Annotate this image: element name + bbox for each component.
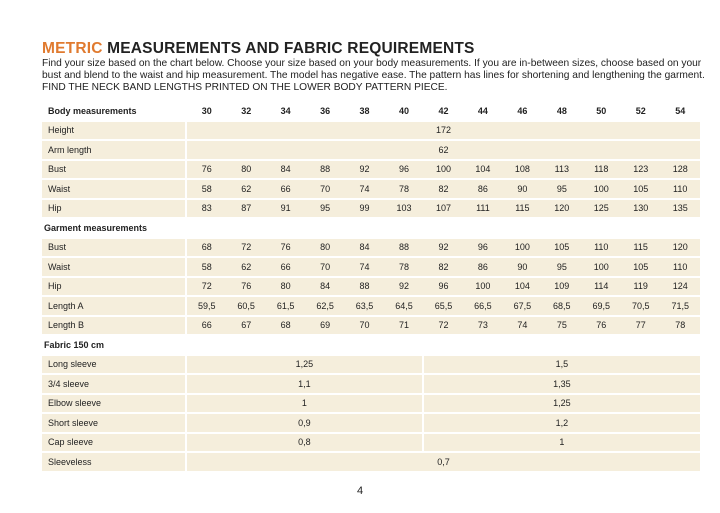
value-cell: 70,5: [621, 297, 660, 315]
value-cell: 0,7: [187, 453, 700, 471]
value-cell: 66,5: [463, 297, 502, 315]
row-label: Hip: [42, 200, 187, 218]
value-cell: 84: [345, 239, 384, 257]
value-cell: 125: [582, 200, 621, 218]
value-cell: 0,9: [187, 414, 424, 432]
value-cell: 80: [266, 278, 305, 296]
value-cell: 105: [621, 258, 660, 276]
row-label: Bust: [42, 239, 187, 257]
fabric-requirement-row: [42, 414, 700, 432]
value-cell: 115: [503, 200, 542, 218]
size-header: 40: [384, 102, 423, 120]
fabric-requirement-row: [42, 356, 700, 374]
size-header: 52: [621, 102, 660, 120]
intro-paragraph: Find your size based on the chart below. Choose your size based on your body measurements. If you are in-between sizes, choose based on your bust and blend to the waist and hip measurement. The model has negative ease. The pattern has lines for shortening and lengthening the garment. FIND THE NECK BAND LENGTHS PRINTED ON THE LOWER BODY PATTERN PIECE.: [42, 58, 705, 94]
value-cell: 110: [582, 239, 621, 257]
value-cell: 1,25: [187, 356, 424, 374]
value-cell: 96: [384, 161, 423, 179]
value-cell: 1,25: [424, 395, 700, 413]
value-cell: 92: [424, 239, 463, 257]
value-cell: 83: [187, 200, 226, 218]
value-cell: 80: [226, 161, 265, 179]
value-cell: 1,2: [424, 414, 700, 432]
page-number: 4: [356, 485, 364, 497]
value-cell: 75: [542, 317, 581, 335]
value-cell: 71: [384, 317, 423, 335]
value-cell: 71,5: [660, 297, 700, 315]
value-cell: 113: [542, 161, 581, 179]
row-label: Long sleeve: [42, 356, 187, 374]
value-cell: 72: [226, 239, 265, 257]
body-measurement-row: [42, 180, 700, 198]
row-label: Height: [42, 122, 187, 140]
body-measurement-row: [42, 200, 700, 218]
value-cell: 108: [503, 161, 542, 179]
fabric-requirement-row: [42, 453, 700, 471]
fabric-section-heading-label: Fabric 150 cm: [44, 339, 105, 350]
value-cell: 95: [542, 180, 581, 198]
body-measurement-row: [42, 141, 700, 159]
title-accent: METRIC: [42, 40, 103, 57]
value-cell: 90: [503, 180, 542, 198]
value-cell: 88: [305, 161, 344, 179]
value-cell: 70: [305, 180, 344, 198]
value-cell: 105: [621, 180, 660, 198]
value-cell: 62: [226, 258, 265, 276]
value-cell: 130: [621, 200, 660, 218]
value-cell: 104: [463, 161, 502, 179]
garment-measurement-row: [42, 317, 700, 335]
value-cell: 95: [542, 258, 581, 276]
value-cell: 62: [226, 180, 265, 198]
value-cell: 1,35: [424, 375, 700, 393]
value-cell: 67,5: [503, 297, 542, 315]
value-cell: 118: [582, 161, 621, 179]
value-cell: 66: [266, 258, 305, 276]
value-cell: 92: [384, 278, 423, 296]
value-cell: 114: [582, 278, 621, 296]
value-cell: 62: [187, 141, 700, 159]
value-cell: 104: [503, 278, 542, 296]
value-cell: 58: [187, 258, 226, 276]
row-label: 3/4 sleeve: [42, 375, 187, 393]
value-cell: 66: [187, 317, 226, 335]
value-cell: 65,5: [424, 297, 463, 315]
value-cell: 67: [226, 317, 265, 335]
size-header: 44: [463, 102, 502, 120]
value-cell: 76: [187, 161, 226, 179]
value-cell: 96: [424, 278, 463, 296]
value-cell: 120: [542, 200, 581, 218]
value-cell: 86: [463, 180, 502, 198]
row-label: Cap sleeve: [42, 434, 187, 452]
value-cell: 78: [660, 317, 700, 335]
value-cell: 78: [384, 258, 423, 276]
value-cell: 105: [542, 239, 581, 257]
size-header: 30: [187, 102, 226, 120]
value-cell: 128: [660, 161, 700, 179]
value-cell: 60,5: [226, 297, 265, 315]
value-cell: 72: [187, 278, 226, 296]
value-cell: 123: [621, 161, 660, 179]
value-cell: 115: [621, 239, 660, 257]
size-header: 32: [226, 102, 265, 120]
fabric-requirement-row: [42, 395, 700, 413]
garment-measurement-row: [42, 239, 700, 257]
value-cell: 63,5: [345, 297, 384, 315]
size-header: 46: [503, 102, 542, 120]
row-label: Arm length: [42, 141, 187, 159]
row-label: Length B: [42, 317, 187, 335]
value-cell: 100: [424, 161, 463, 179]
value-cell: 100: [503, 239, 542, 257]
size-header: 36: [305, 102, 344, 120]
garment-section-heading-label: Garment measurements: [44, 222, 148, 233]
section-spacer: [187, 219, 700, 237]
value-cell: 96: [463, 239, 502, 257]
garment-measurement-row: [42, 297, 700, 315]
size-header: 42: [424, 102, 463, 120]
value-cell: 172: [187, 122, 700, 140]
row-label: Elbow sleeve: [42, 395, 187, 413]
row-label: Short sleeve: [42, 414, 187, 432]
row-label: Hip: [42, 278, 187, 296]
value-cell: 1,5: [424, 356, 700, 374]
value-cell: 70: [345, 317, 384, 335]
value-cell: 95: [305, 200, 344, 218]
page-title: [42, 40, 475, 58]
size-header: 38: [345, 102, 384, 120]
value-cell: 100: [463, 278, 502, 296]
value-cell: 0,8: [187, 434, 424, 452]
row-label: Bust: [42, 161, 187, 179]
header-row: [42, 102, 700, 120]
value-cell: 82: [424, 180, 463, 198]
value-cell: 90: [503, 258, 542, 276]
value-cell: 73: [463, 317, 502, 335]
value-cell: 91: [266, 200, 305, 218]
row-label: Waist: [42, 258, 187, 276]
value-cell: 69: [305, 317, 344, 335]
title-rest: MEASUREMENTS AND FABRIC REQUIREMENTS: [102, 40, 475, 57]
value-cell: 68: [266, 317, 305, 335]
row-label: Waist: [42, 180, 187, 198]
value-cell: 70: [305, 258, 344, 276]
value-cell: 76: [266, 239, 305, 257]
value-cell: 72: [424, 317, 463, 335]
value-cell: 110: [660, 180, 700, 198]
section-spacer: [187, 336, 700, 354]
size-header: 50: [582, 102, 621, 120]
size-header: 54: [660, 102, 700, 120]
value-cell: 103: [384, 200, 423, 218]
fabric-requirement-row: [42, 375, 700, 393]
value-cell: 78: [384, 180, 423, 198]
value-cell: 68: [187, 239, 226, 257]
value-cell: 120: [660, 239, 700, 257]
value-cell: 58: [187, 180, 226, 198]
value-cell: 62,5: [305, 297, 344, 315]
body-measurements-heading: Body measurements: [42, 102, 187, 120]
garment-section-heading: [42, 219, 700, 237]
value-cell: 77: [621, 317, 660, 335]
row-label: Length A: [42, 297, 187, 315]
garment-measurement-row: [42, 258, 700, 276]
value-cell: 135: [660, 200, 700, 218]
value-cell: 80: [305, 239, 344, 257]
measurement-table: [42, 100, 700, 473]
body-measurement-row: [42, 122, 700, 140]
value-cell: 86: [463, 258, 502, 276]
value-cell: 76: [226, 278, 265, 296]
value-cell: 109: [542, 278, 581, 296]
garment-measurement-row: [42, 278, 700, 296]
value-cell: 74: [503, 317, 542, 335]
value-cell: 74: [345, 180, 384, 198]
value-cell: 107: [424, 200, 463, 218]
value-cell: 66: [266, 180, 305, 198]
value-cell: 119: [621, 278, 660, 296]
value-cell: 64,5: [384, 297, 423, 315]
fabric-section-heading: [42, 336, 700, 354]
value-cell: 69,5: [582, 297, 621, 315]
value-cell: 74: [345, 258, 384, 276]
value-cell: 76: [582, 317, 621, 335]
size-header: 48: [542, 102, 581, 120]
value-cell: 87: [226, 200, 265, 218]
value-cell: 88: [384, 239, 423, 257]
value-cell: 1: [187, 395, 424, 413]
value-cell: 84: [266, 161, 305, 179]
value-cell: 111: [463, 200, 502, 218]
value-cell: 82: [424, 258, 463, 276]
value-cell: 59,5: [187, 297, 226, 315]
fabric-requirement-row: [42, 434, 700, 452]
value-cell: 100: [582, 180, 621, 198]
value-cell: 88: [345, 278, 384, 296]
value-cell: 100: [582, 258, 621, 276]
value-cell: 110: [660, 258, 700, 276]
body-measurement-row: [42, 161, 700, 179]
value-cell: 68,5: [542, 297, 581, 315]
value-cell: 61,5: [266, 297, 305, 315]
value-cell: 1: [424, 434, 700, 452]
row-label: Sleeveless: [42, 453, 187, 471]
value-cell: 84: [305, 278, 344, 296]
value-cell: 1,1: [187, 375, 424, 393]
value-cell: 92: [345, 161, 384, 179]
measurement-table-body: [42, 102, 700, 471]
value-cell: 124: [660, 278, 700, 296]
value-cell: 99: [345, 200, 384, 218]
size-header: 34: [266, 102, 305, 120]
